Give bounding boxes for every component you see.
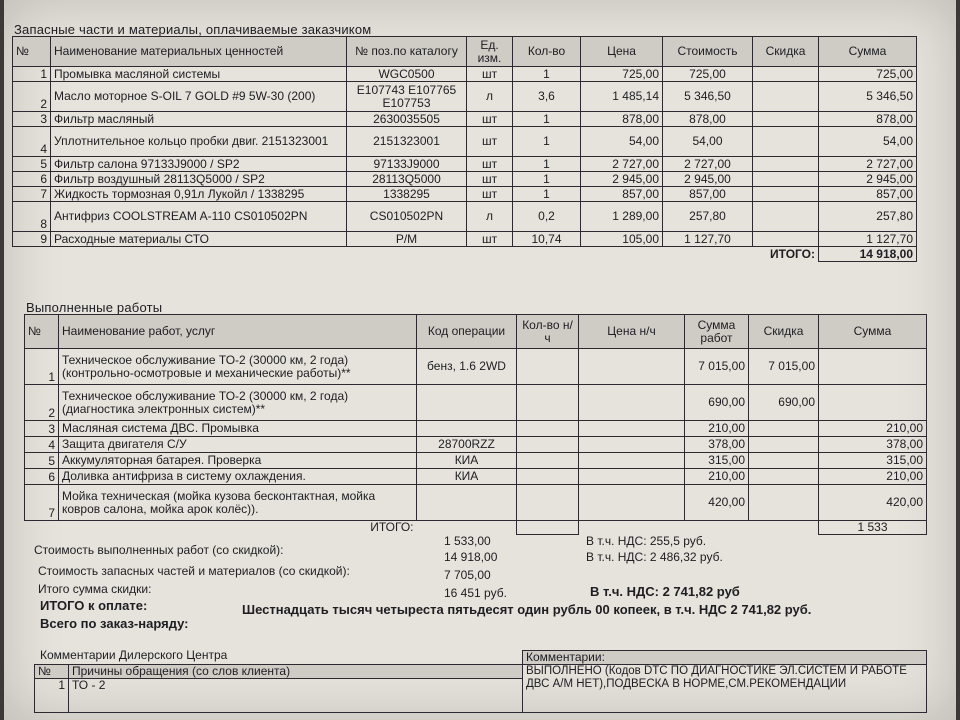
table-row: 7 Мойка техническая (мойка кузова бесконтактная, мойка ковров салона, мойка арок колёс)). 420,00 420,00 xyxy=(25,485,927,521)
comments-header: Комментарии: xyxy=(523,651,927,665)
table-row: 5 Фильтр салона 97133J9000 / SP2 97133J9000 шт 1 2 727,00 2 727,00 2 727,00 xyxy=(13,157,917,172)
parts-total-label: ИТОГО: xyxy=(770,246,815,261)
table-row: 1 Техническое обслуживание ТО-2 (30000 км, 2 года) (контрольно-осмотровые и механические работы)** бенз, 1.6 2WD 7 015,00 7 015,00 xyxy=(25,349,927,385)
reasons-header-row xyxy=(35,665,927,679)
parts-header-sum: Сумма xyxy=(819,37,917,67)
order-label: Всего по заказ-наряду: xyxy=(40,616,189,631)
parts-header-n: № xyxy=(13,37,51,67)
pay-label: ИТОГО к оплате: xyxy=(40,598,148,613)
table-row: 4 Уплотнительное кольцо пробки двиг. 2151323001 2151323001 шт 1 54,00 54,00 54,00 xyxy=(13,127,917,157)
works-header-discount: Скидка xyxy=(749,315,819,349)
parts-header-qty: Кол-во xyxy=(513,37,581,67)
discount-label: Итого сумма скидки: xyxy=(38,582,152,596)
document-sheet xyxy=(4,0,956,720)
works-total-value: 1 533 xyxy=(819,521,927,535)
works-header-price: Цена н/ч xyxy=(579,315,685,349)
works-header-sum: Сумма xyxy=(819,315,927,349)
works-section-title: Выполненные работы xyxy=(26,300,163,315)
comments-header-row xyxy=(35,651,927,665)
pay-vat: В т.ч. НДС: 2 741,82 руб xyxy=(590,584,740,599)
works-header-n: № xyxy=(25,315,59,349)
table-row: 9 Расходные материалы СТО P/M шт 10,74 105,00 1 127,70 1 127,70 xyxy=(13,232,917,247)
pay-value: 16 451 руб. xyxy=(444,586,507,600)
table-row: 6 Доливка антифриза в систему охлаждения. КИА 210,00 210,00 xyxy=(25,469,927,485)
table-row: 2 Масло моторное S-OIL 7 GOLD #9 5W-30 (200) E107743 E107765 E107753 л 3,6 1 485,14 5 346,50 5 346,50 xyxy=(13,82,917,112)
parts-header-row xyxy=(13,37,917,67)
work-cost-value: 1 533,00 xyxy=(444,534,491,548)
order-words: Шестнадцать тысяч четыреста пятьдесят один рубль 00 копеек, в т.ч. НДС 2 741,82 руб. xyxy=(242,602,812,617)
table-row: 1 ТО - 2 xyxy=(35,679,927,713)
work-cost-label: Стоимость выполненных работ (со скидкой): xyxy=(34,543,284,557)
parts-table xyxy=(12,36,917,262)
parts-total-value: 14 918,00 xyxy=(819,247,917,262)
reasons-header: Причины обращения (со слов клиента) xyxy=(69,665,523,679)
works-total-row xyxy=(25,521,927,535)
parts-vat: В т.ч. НДС: 2 486,32 руб. xyxy=(586,550,723,564)
table-row: 3 Масляная система ДВС. Промывка 210,00 210,00 xyxy=(25,421,927,437)
table-row: 6 Фильтр воздушный 28113Q5000 / SP2 28113Q5000 шт 1 2 945,00 2 945,00 2 945,00 xyxy=(13,172,917,187)
parts-header-catalog: № поз.по каталогу xyxy=(347,37,467,67)
parts-total-row xyxy=(13,247,917,262)
table-row: 2 Техническое обслуживание ТО-2 (30000 км, 2 года) (диагностика электронных систем)** 690,00 690,00 xyxy=(25,385,927,421)
parts-cost-value: 14 918,00 xyxy=(444,550,498,564)
parts-header-cost: Стоимость xyxy=(663,37,753,67)
comments-table xyxy=(34,650,927,713)
discount-value: 7 705,00 xyxy=(444,568,491,582)
work-vat: В т.ч. НДС: 255,5 руб. xyxy=(586,534,707,548)
works-table xyxy=(24,314,927,535)
parts-section-title: Запасные части и материалы, оплачиваемые заказчиком xyxy=(14,22,372,37)
footer-title: Комментарии Дилерского Центра xyxy=(40,648,228,662)
comment-text: ВЫПОЛНЕНО (Кодов DTC ПО ДИАГНОСТИКЕ ЭЛ.СИСТЕМ И РАБОТЕ ДВС А/М НЕТ),ПОДВЕСКА В НОРМЕ,СМ.РЕКОМЕНДАЦИИ xyxy=(523,665,927,713)
table-row: 1 Промывка масляной системы WGC0500 шт 1 725,00 725,00 725,00 xyxy=(13,67,917,82)
table-row: 8 Антифриз COOLSTREAM A-110 CS010502PN CS010502PN л 0,2 1 289,00 257,80 257,80 xyxy=(13,202,917,232)
table-row: 3 Фильтр масляный 2630035505 шт 1 878,00 878,00 878,00 xyxy=(13,112,917,127)
works-header-work: Сумма работ xyxy=(685,315,749,349)
works-header-name: Наименование работ, услуг xyxy=(59,315,417,349)
parts-header-name: Наименование материальных ценностей xyxy=(51,37,347,67)
works-header-qty: Кол-во н/ч xyxy=(517,315,579,349)
works-total-label: ИТОГО: xyxy=(370,520,414,535)
reasons-header-n: № xyxy=(35,665,69,679)
table-row: 5 Аккумуляторная батарея. Проверка КИА 315,00 315,00 xyxy=(25,453,927,469)
reason-text: ТО - 2 xyxy=(69,679,523,713)
works-header-code: Код операции xyxy=(417,315,517,349)
works-header-row xyxy=(25,315,927,349)
table-row: 7 Жидкость тормозная 0,91л Лукойл / 1338295 1338295 шт 1 857,00 857,00 857,00 xyxy=(13,187,917,202)
parts-header-discount: Скидка xyxy=(753,37,819,67)
parts-cost-label: Стоимость запасных частей и материалов (со скидкой): xyxy=(38,564,350,578)
parts-header-price: Цена xyxy=(581,37,663,67)
parts-header-unit: Ед. изм. xyxy=(467,37,513,67)
table-row: 4 Защита двигателя С/У 28700RZZ 378,00 378,00 xyxy=(25,437,927,453)
